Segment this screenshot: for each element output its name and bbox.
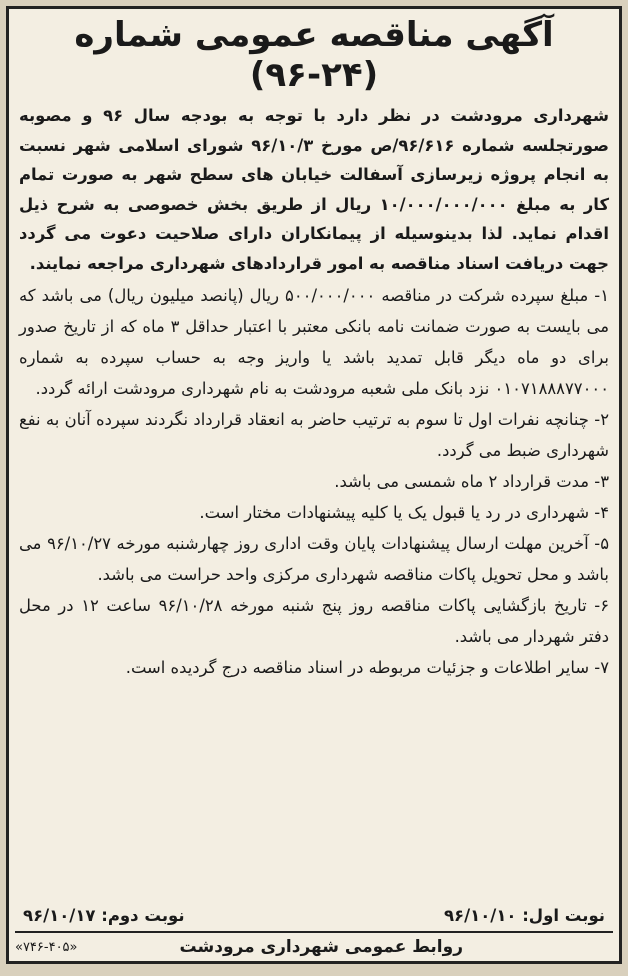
notice-item: ۵- آخرین مهلت ارسال پیشنهادات پایان وقت اداری روز چهارشنبه مورخه ۹۶/۱۰/۲۷ می باشد و محل تحویل پاکات مناقصه شهرداری مرکزی واحد حراست می باشد. [19, 534, 609, 584]
notice-title: آگهی مناقصه عمومی شماره (۲۴-۹۶) [74, 15, 554, 95]
notice-code: «۷۴۶-۴۰۵» [15, 939, 78, 955]
notice-item: ۳- مدت قرارداد ۲ ماه شمسی می باشد. [334, 472, 609, 491]
round-first: نوبت اول: ۹۶/۱۰/۱۰ [443, 906, 605, 925]
notice-footer [15, 931, 613, 957]
notice-item: ۷- سایر اطلاعات و جزئیات مربوطه در اسناد مناقصه درج گردیده است. [125, 658, 609, 677]
notice-item: ۱- مبلغ سپرده شرکت در مناقصه ۵۰۰/۰۰۰/۰۰۰ ریال (پانصد میلیون ریال) می باشد که می بایست به صورت ضمانت نامه بانکی معتبر با اعتبار حداقل ۳ ماه که از تاریخ صدور برای دو ماه دیگر قابل تمدید باشد یا واریز وجه به حساب سپرده به شماره ۰۱۰۷۱۸۸۸۷۷۰۰۰ نزد بانک ملی شعبه مرودشت به نام شهرداری مرودشت ارائه گردد. [19, 286, 610, 398]
round-second: نوبت دوم: ۹۶/۱۰/۱۷ [23, 906, 185, 925]
notice-item: ۲- چنانچه نفرات اول تا سوم به ترتیب حاضر به انعقاد قرارداد نگردند سپرده آنان به نفع شهرداری ضبط می گردد. [19, 410, 609, 460]
notice-intro: شهرداری مرودشت در نظر دارد با توجه به بودجه سال ۹۶ و مصوبه صورتجلسه شماره ۹۶/۶۱۶/ص مورخ ۹۶/۱۰/۳ شورای اسلامی شهر نسبت به انجام پروژه زیرسازی آسفالت خیابان های سطح شهر به صورت تمام کار به مبلغ ۱۰/۰۰۰/۰۰۰/۰۰۰ ریال از طریق بخش خصوصی به شرح ذیل اقدام نماید. لذا بدینوسیله از پیمانکاران دارای صلاحیت دعوت می گردد جهت دریافت اسناد مناقصه به امور قراردادهای شهرداری مراجعه نمایند. [19, 106, 609, 273]
notice-item: ۴- شهرداری در رد یا قبول یک یا کلیه پیشنهادات مختار است. [199, 503, 609, 522]
notice-item: ۶- تاریخ بازگشایی پاکات مناقصه روز پنج شنبه مورخه ۹۶/۱۰/۲۸ ساعت ۱۲ در محل دفتر شهردار می باشد. [19, 596, 609, 646]
publication-rounds [23, 906, 605, 925]
tender-notice [6, 6, 622, 964]
publisher: روابط عمومی شهرداری مرودشت [179, 937, 463, 957]
notice-items [19, 280, 609, 683]
